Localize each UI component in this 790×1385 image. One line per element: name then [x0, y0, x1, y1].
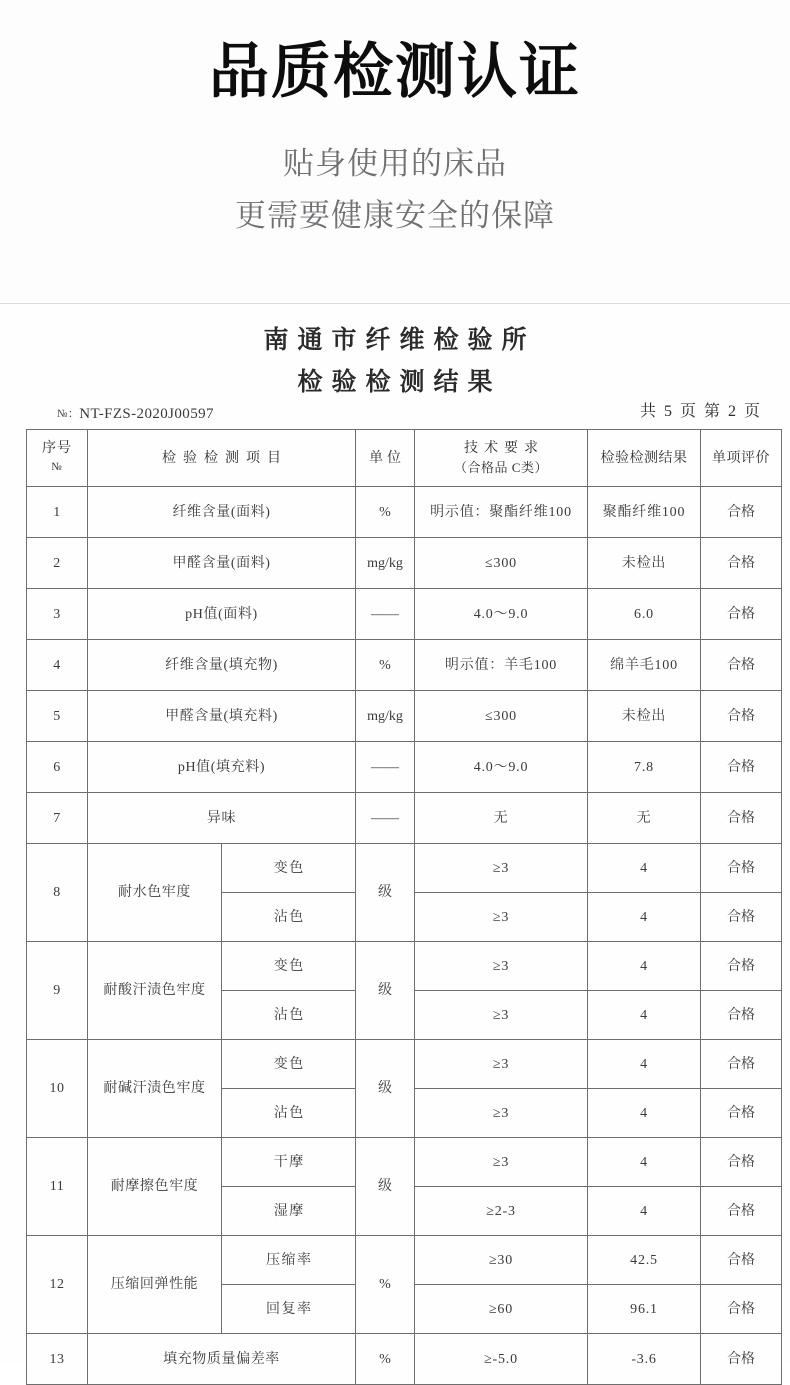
- cell-no: 8: [27, 844, 88, 942]
- cell-group-name: 压缩回弹性能: [88, 1236, 222, 1334]
- cell-evaluation: 合格: [701, 942, 782, 991]
- cell-no: 4: [27, 640, 88, 691]
- inspection-report-scan: [0, 304, 790, 1367]
- cell-no: 13: [27, 1334, 88, 1385]
- table-row: [27, 589, 782, 640]
- report-number-value: NT-FZS-2020J00597: [79, 406, 214, 422]
- cell-subitem: 沾色: [222, 893, 356, 942]
- cell-group-name: 耐摩擦色牢度: [88, 1138, 222, 1236]
- cell-result: 4: [588, 1138, 701, 1187]
- table-row: [27, 538, 782, 589]
- cell-requirement: ≤300: [415, 538, 588, 589]
- cell-evaluation: 合格: [701, 1089, 782, 1138]
- cell-unit: %: [356, 640, 415, 691]
- table-row: [27, 942, 782, 991]
- cell-subitem: 变色: [222, 1040, 356, 1089]
- column-header-no-line2: №: [51, 461, 63, 473]
- promo-subtitle-line-1: 贴身使用的床品: [283, 146, 507, 181]
- cell-no: 11: [27, 1138, 88, 1236]
- cell-item: 纤维含量(面料): [88, 487, 356, 538]
- cell-result: 聚酯纤维100: [588, 487, 701, 538]
- report-number: [57, 404, 214, 424]
- cell-item: 纤维含量(填充物): [88, 640, 356, 691]
- table-row: [27, 742, 782, 793]
- cell-requirement: 明示值：羊毛100: [415, 640, 588, 691]
- cell-subitem: 湿摩: [222, 1187, 356, 1236]
- cell-requirement: ≥3: [415, 893, 588, 942]
- cell-evaluation: 合格: [701, 1236, 782, 1285]
- report-number-label: №：: [57, 408, 80, 420]
- cell-no: 5: [27, 691, 88, 742]
- column-header-no-line1: 序号: [42, 441, 72, 456]
- cell-evaluation: 合格: [701, 1138, 782, 1187]
- promo-subtitle-line-2: 更需要健康安全的保障: [235, 198, 555, 233]
- table-row: [27, 640, 782, 691]
- cell-unit: %: [356, 1236, 415, 1334]
- column-header-item: 检验检测项目: [88, 430, 356, 487]
- cell-evaluation: 合格: [701, 1285, 782, 1334]
- cell-requirement: ≥30: [415, 1236, 588, 1285]
- cell-item: 填充物质量偏差率: [88, 1334, 356, 1385]
- cell-result: 4: [588, 1187, 701, 1236]
- cell-no: 12: [27, 1236, 88, 1334]
- cell-evaluation: 合格: [701, 640, 782, 691]
- cell-group-name: 耐水色牢度: [88, 844, 222, 942]
- cell-subitem: 变色: [222, 844, 356, 893]
- table-row: [27, 1138, 782, 1187]
- cell-evaluation: 合格: [701, 742, 782, 793]
- table-row: [27, 1236, 782, 1285]
- promo-banner: [0, 0, 790, 303]
- cell-evaluation: 合格: [701, 991, 782, 1040]
- cell-group-name: 耐碱汗渍色牢度: [88, 1040, 222, 1138]
- cell-unit: %: [356, 487, 415, 538]
- cell-subitem: 回复率: [222, 1285, 356, 1334]
- cell-result: 4: [588, 1089, 701, 1138]
- cell-no: 7: [27, 793, 88, 844]
- cell-subitem: 压缩率: [222, 1236, 356, 1285]
- cell-unit: ——: [356, 793, 415, 844]
- cell-unit: ——: [356, 589, 415, 640]
- cell-no: 1: [27, 487, 88, 538]
- inspection-results-table: [26, 429, 782, 1385]
- cell-unit: ——: [356, 742, 415, 793]
- cell-evaluation: 合格: [701, 691, 782, 742]
- cell-result: 7.8: [588, 742, 701, 793]
- cell-requirement: ≥2-3: [415, 1187, 588, 1236]
- cell-unit: mg/kg: [356, 538, 415, 589]
- cell-requirement: ≥3: [415, 1040, 588, 1089]
- table-row: [27, 691, 782, 742]
- cell-unit: 级: [356, 942, 415, 1040]
- cell-evaluation: 合格: [701, 1187, 782, 1236]
- cell-subitem: 沾色: [222, 991, 356, 1040]
- cell-evaluation: 合格: [701, 1334, 782, 1385]
- table-row: [27, 1040, 782, 1089]
- cell-requirement: ≥-5.0: [415, 1334, 588, 1385]
- cell-item: 甲醛含量(面料): [88, 538, 356, 589]
- cell-evaluation: 合格: [701, 844, 782, 893]
- cell-requirement: ≤300: [415, 691, 588, 742]
- cell-unit: 级: [356, 844, 415, 942]
- cell-result: 无: [588, 793, 701, 844]
- column-header-unit: 单位: [356, 430, 415, 487]
- table-row: [27, 844, 782, 893]
- page-indicator: 共 5 页 第 2 页: [639, 403, 762, 420]
- cell-evaluation: 合格: [701, 538, 782, 589]
- table-body: [27, 487, 782, 1385]
- cell-requirement: ≥3: [415, 991, 588, 1040]
- table-row: [27, 487, 782, 538]
- cell-requirement: 4.0～9.0: [415, 589, 588, 640]
- column-header-result: 检验检测结果: [588, 430, 701, 487]
- cell-unit: 级: [356, 1138, 415, 1236]
- cell-result: -3.6: [588, 1334, 701, 1385]
- cell-evaluation: 合格: [701, 589, 782, 640]
- cell-result: 42.5: [588, 1236, 701, 1285]
- cell-group-name: 耐酸汗渍色牢度: [88, 942, 222, 1040]
- cell-no: 3: [27, 589, 88, 640]
- cell-evaluation: 合格: [701, 1040, 782, 1089]
- cell-requirement: 4.0～9.0: [415, 742, 588, 793]
- cell-requirement: ≥3: [415, 1138, 588, 1187]
- cell-result: 4: [588, 942, 701, 991]
- cell-item: pH值(面料): [88, 589, 356, 640]
- promo-title: 品质检测认证: [209, 38, 581, 105]
- cell-unit: mg/kg: [356, 691, 415, 742]
- table-row: [27, 1334, 782, 1385]
- cell-requirement: 无: [415, 793, 588, 844]
- cell-evaluation: 合格: [701, 487, 782, 538]
- cell-result: 4: [588, 893, 701, 942]
- cell-result: 绵羊毛100: [588, 640, 701, 691]
- cell-result: 6.0: [588, 589, 701, 640]
- cell-no: 9: [27, 942, 88, 1040]
- cell-result: 未检出: [588, 538, 701, 589]
- report-title: 检验检测结果: [297, 369, 502, 396]
- column-header-no: [27, 430, 88, 487]
- cell-requirement: ≥3: [415, 1089, 588, 1138]
- cell-no: 2: [27, 538, 88, 589]
- cell-item: 异味: [88, 793, 356, 844]
- table-header-row: [27, 430, 782, 487]
- cell-unit: 级: [356, 1040, 415, 1138]
- institute-name: 南通市纤维检验所: [263, 327, 536, 354]
- cell-unit: %: [356, 1334, 415, 1385]
- cell-result: 未检出: [588, 691, 701, 742]
- cell-subitem: 沾色: [222, 1089, 356, 1138]
- cell-no: 6: [27, 742, 88, 793]
- column-header-evaluation: 单项评价: [701, 430, 782, 487]
- cell-result: 96.1: [588, 1285, 701, 1334]
- cell-item: pH值(填充料): [88, 742, 356, 793]
- cell-result: 4: [588, 1040, 701, 1089]
- cell-subitem: 变色: [222, 942, 356, 991]
- cell-subitem: 干摩: [222, 1138, 356, 1187]
- cell-requirement: ≥60: [415, 1285, 588, 1334]
- cell-evaluation: 合格: [701, 793, 782, 844]
- cell-no: 10: [27, 1040, 88, 1138]
- cell-requirement: 明示值：聚酯纤维100: [415, 487, 588, 538]
- column-header-requirement: [415, 430, 588, 487]
- cell-requirement: ≥3: [415, 942, 588, 991]
- column-header-requirement-line1: 技术要求: [464, 441, 544, 456]
- column-header-requirement-line2: （合格品 C类）: [454, 460, 548, 475]
- table-row: [27, 793, 782, 844]
- cell-result: 4: [588, 991, 701, 1040]
- cell-item: 甲醛含量(填充料): [88, 691, 356, 742]
- cell-evaluation: 合格: [701, 893, 782, 942]
- cell-result: 4: [588, 844, 701, 893]
- cell-requirement: ≥3: [415, 844, 588, 893]
